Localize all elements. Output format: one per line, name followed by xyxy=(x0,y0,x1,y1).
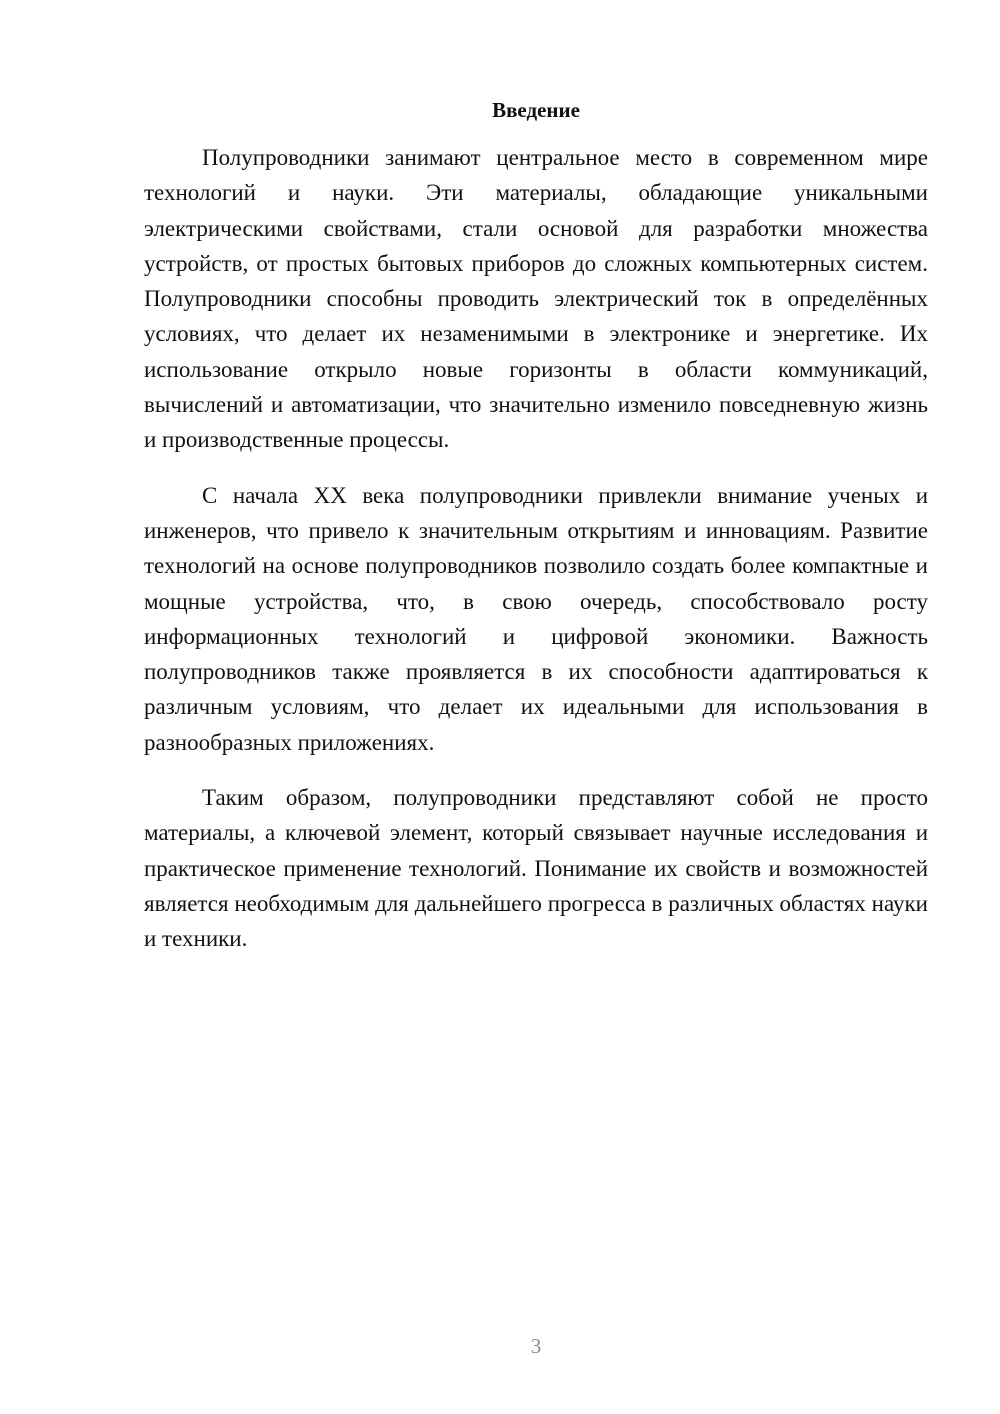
page-content xyxy=(144,94,928,977)
section-title: Введение xyxy=(492,98,580,122)
paragraph-1: Полупроводники занимают центральное место в современном мире технологий и науки. Эти материалы, обладающие уникальными электрическими свойствами, стали основой для разработки множества устройств, от простых бытовых приборов до сложных компьютерных систем. Полупроводники способны проводить электрический ток в определённых условиях, что делает их незаменимыми в электронике и энергетике. Их использование открыло новые горизонты в области коммуникаций, вычислений и автоматизации, что значительно изменило повседневную жизнь и производственные процессы. xyxy=(144,145,928,453)
paragraph-3: Таким образом, полупроводники представляют собой не просто материалы, а ключевой элемент, который связывает научные исследования и практическое применение технологий. Понимание их свойств и возможностей является необходимым для дальнейшего прогресса в различных областях науки и техники. xyxy=(144,785,928,952)
page-number: 3 xyxy=(530,1334,542,1358)
paragraph-2: С начала XX века полупроводники привлекли внимание ученых и инженеров, что привело к значительным открытиям и инновациям. Развитие технологий на основе полупроводников позволило создать более компактные и мощные устройства, что, в свою очередь, способствовало росту информационных технологий и цифровой экономики. Важность полупроводников также проявляется в их способности адаптироваться к различным условиям, что делает их идеальными для использования в разнообразных приложениях. xyxy=(144,482,928,755)
